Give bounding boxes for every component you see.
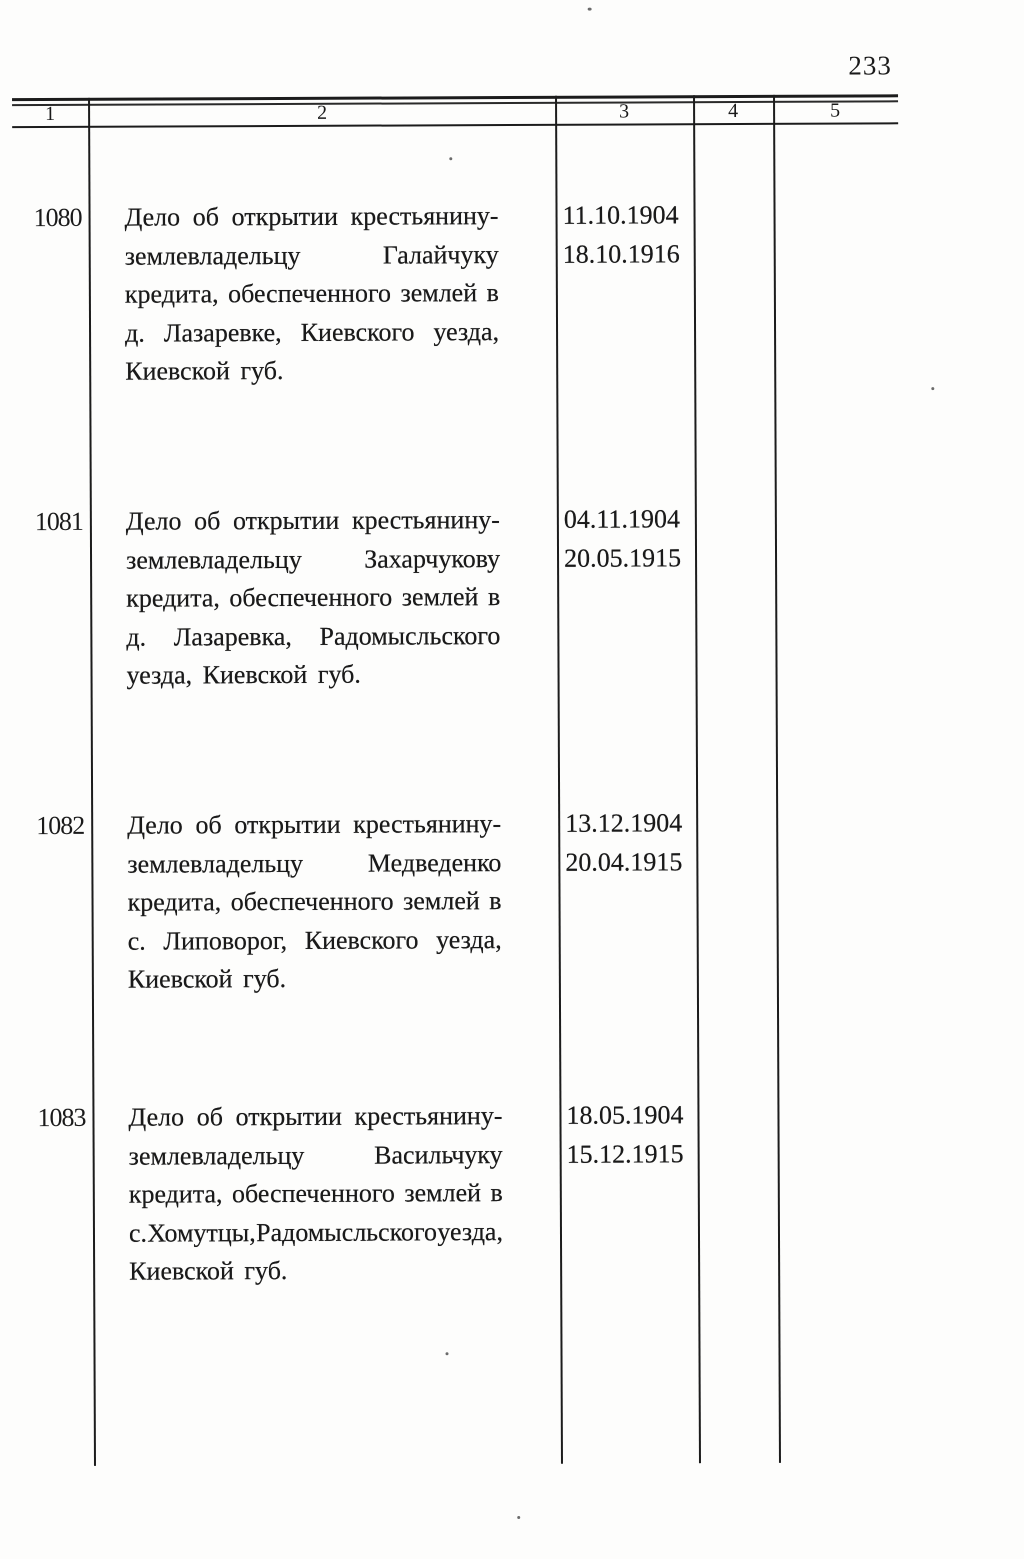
description-line: с. Хомутцы, Радомысльского уезда,: [128, 1216, 504, 1248]
table-row: [0, 195, 1021, 386]
description-line: с. Липоворог, Киевского уезда,: [127, 924, 502, 956]
header-bottom-border: [12, 122, 898, 128]
case-description: [124, 197, 499, 391]
case-dates: [564, 500, 696, 578]
column-header-2: 2: [317, 101, 328, 124]
date-start: 11.10.1904: [562, 200, 679, 230]
case-description: [127, 805, 502, 999]
case-dates: [565, 804, 697, 882]
table-row: [1, 1095, 1024, 1286]
description-line: Дело об открытии крестьянину-: [124, 201, 499, 232]
case-description: [126, 501, 501, 695]
description-line: д. Лазаревка, Радомысльского: [126, 620, 501, 652]
table-row: [0, 803, 1024, 994]
description-line: землевладельцу Медведенко: [127, 847, 502, 879]
case-dates: [566, 1096, 698, 1174]
case-dates: [562, 196, 694, 274]
date-end: 20.04.1915: [565, 846, 683, 877]
column-divider-3: [693, 95, 701, 1463]
description-line: землевладельцу Захарчукову: [125, 543, 501, 575]
date-end: 18.10.1916: [562, 238, 680, 269]
column-divider-2: [555, 96, 563, 1464]
date-end: 15.12.1915: [566, 1138, 684, 1169]
column-divider-4: [773, 95, 781, 1463]
case-number: 1081: [34, 506, 83, 537]
scan-speck: [446, 1352, 449, 1355]
column-header-1: 1: [45, 102, 56, 126]
description-line: Дело об открытии крестьянину-: [128, 1101, 503, 1132]
date-start: 18.05.1904: [566, 1100, 684, 1130]
description-line: Дело об открытии крестьянину-: [127, 809, 502, 840]
description-line: кредита, обеспеченного землей в: [127, 886, 502, 917]
scan-speck: [449, 157, 452, 160]
page-number: 233: [848, 50, 892, 81]
description-line: землевладельцу Васильчуку: [128, 1139, 503, 1171]
column-header-3: 3: [619, 100, 630, 123]
table-top-border-shadow: [12, 100, 898, 105]
description-line: д. Лазаревке, Киевского уезда,: [124, 316, 500, 348]
case-number: 1082: [36, 810, 85, 841]
description-line: кредита, обеспеченного землей в: [126, 582, 501, 613]
description-line: Дело об открытии крестьянину-: [125, 505, 500, 536]
date-start: 13.12.1904: [565, 808, 683, 838]
scan-speck: [588, 8, 592, 11]
description-line: кредита, обеспеченного землей в: [124, 278, 499, 309]
column-header-4: 4: [728, 100, 739, 123]
description-line: Киевской губ.: [125, 355, 284, 386]
scan-speck: [517, 1516, 520, 1519]
description-line: землевладельцу Галайчуку: [124, 239, 499, 271]
case-number: 1083: [37, 1102, 86, 1133]
description-line: кредита, обеспеченного землей в: [128, 1178, 503, 1209]
date-start: 04.11.1904: [563, 504, 680, 534]
case-number: 1080: [33, 202, 82, 233]
date-end: 20.05.1915: [563, 542, 682, 573]
column-header-5: 5: [830, 99, 841, 122]
scan-speck: [931, 387, 934, 390]
description-line: уезда, Киевской губ.: [126, 659, 361, 690]
case-description: [128, 1097, 503, 1291]
description-line: Киевской губ.: [129, 1255, 288, 1286]
table-row: [0, 499, 1023, 690]
column-divider-1: [88, 98, 96, 1466]
description-line: Киевской губ.: [127, 963, 287, 994]
